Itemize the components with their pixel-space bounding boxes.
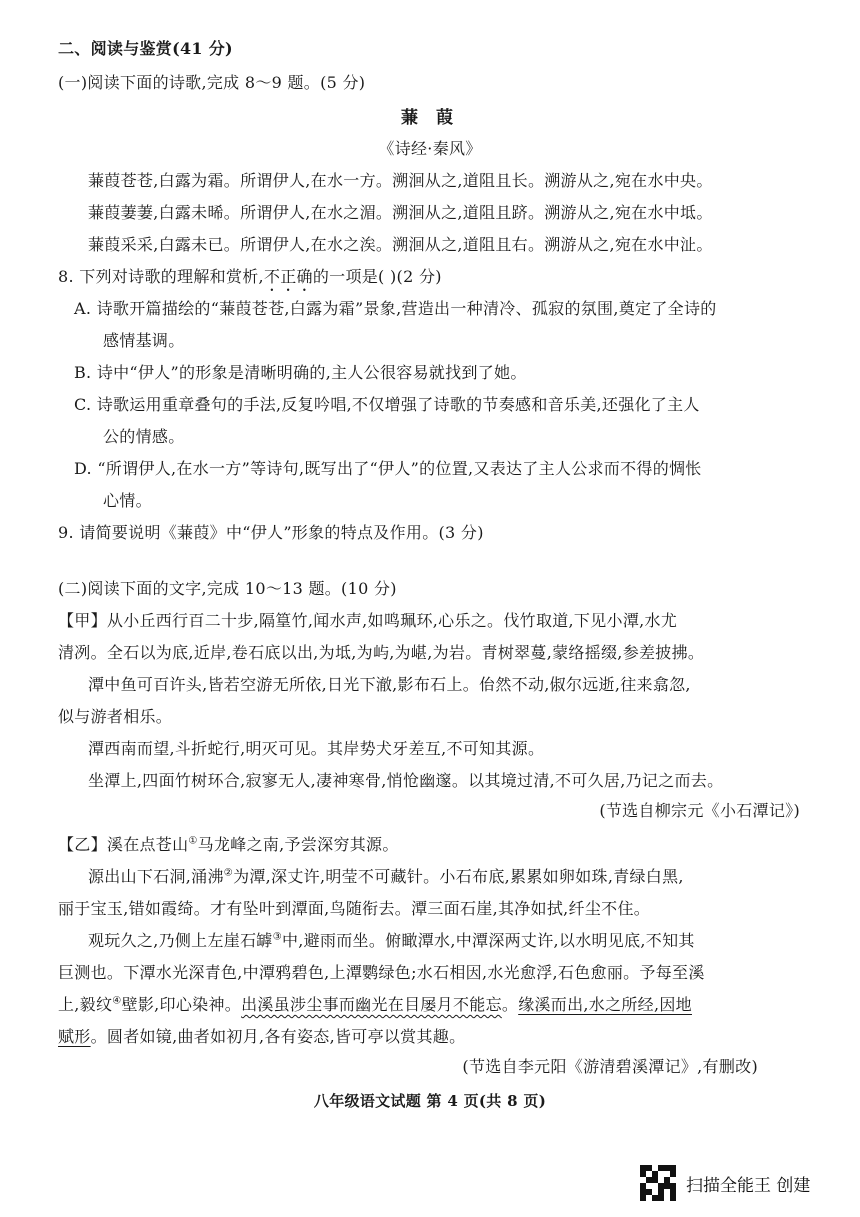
passage-yi-line-1-a: 【乙】溪在点苍山	[58, 835, 189, 854]
option-a-line-1: A. 诗歌开篇描绘的“蒹葭苍苍,白露为霜”景象,营造出一种清冷、孤寂的氛围,奠定了全诗的	[74, 299, 717, 318]
passage-jia-line-3: 潭中鱼可百许头,皆若空游无所依,日光下澈,影布石上。佁然不动,俶尔远逝,往来翕忽,	[88, 675, 691, 694]
poem-title: 蒹 葭	[401, 108, 459, 128]
section-heading: 二、阅读与鉴赏(41 分)	[58, 39, 233, 58]
passage-yi-line-6-a: 上,毅纹	[58, 995, 113, 1014]
passage-jia-line-6: 坐潭上,四面竹树环合,寂寥无人,凄神寒骨,悄怆幽邃。以其境过清,不可久居,乃记之而去。	[88, 771, 724, 790]
question-8	[58, 266, 442, 295]
option-b: B. 诗中“伊人”的形象是清晰明确的,主人公很容易就找到了她。	[74, 363, 527, 382]
question-8-suffix: 的一项是( )(2 分)	[312, 267, 442, 286]
passage-yi-line-7-b: 。圆者如镜,曲者如初月,各有姿态,皆可亭以赏其趣。	[90, 1027, 466, 1046]
poem-line-1: 蒹葭苍苍,白露为霜。所谓伊人,在水一方。溯洄从之,道阻且长。溯游从之,宛在水中央。	[88, 171, 713, 190]
passage-yi-line-2	[88, 866, 684, 888]
passage-yi-line-2-b: 为潭,深丈许,明莹不可藏针。小石布底,累累如卵如珠,青绿白黑,	[233, 867, 684, 886]
passage-yi-source: (节选自李元阳《游清碧溪潭记》,有删改)	[462, 1057, 758, 1076]
passage-jia-source: (节选自柳宗元《小石潭记》)	[599, 801, 800, 820]
option-c-line-2: 公的情感。	[103, 427, 185, 446]
footnote-marker-1: ①	[188, 835, 198, 847]
option-d-line-2: 心情。	[103, 491, 152, 510]
passage-yi-line-1	[58, 834, 399, 856]
question-9: 9. 请简要说明《蒹葭》中“伊人”形象的特点及作用。(3 分)	[58, 523, 484, 542]
footnote-marker-3: ③	[272, 931, 282, 943]
poem-line-3: 蒹葭采采,白露未已。所谓伊人,在水之涘。溯洄从之,道阻且右。溯游从之,宛在水中沚。	[88, 235, 713, 254]
passage-yi-line-3: 丽于宝玉,错如霞绮。才有坠叶到潭面,鸟随衔去。潭三面石崖,其净如拭,纤尘不住。	[58, 899, 651, 918]
footnote-marker-4: ④	[112, 995, 122, 1007]
passage-yi-line-5: 巨测也。下潭水光深青色,中潭鸦碧色,上潭鹦绿色;水石相因,水光愈浮,石色愈丽。予每至溪	[58, 963, 705, 982]
wavy-underlined-sentence: 出溪虽涉尘事而幽光在目屡月不能忘	[241, 995, 502, 1014]
passage-yi-line-4-b: 中,避雨而坐。俯瞰潭水,中潭深两丈许,以水明见底,不知其	[281, 931, 695, 950]
page-footer: 八年级语文试题 第 4 页(共 8 页)	[313, 1092, 547, 1110]
option-c-line-1: C. 诗歌运用重章叠句的手法,反复吟唱,不仅增强了诗歌的节奏感和音乐美,还强化了主人	[74, 395, 700, 414]
option-d-line-1: D. “所谓伊人,在水一方”等诗句,既写出了“伊人”的位置,又表达了主人公求而不得的惆怅	[74, 459, 702, 478]
passage-jia-line-1: 【甲】从小丘西行百二十步,隔篁竹,闻水声,如鸣珮环,心乐之。伐竹取道,下见小潭,水尤	[58, 611, 678, 630]
passage-yi-line-4	[88, 930, 695, 952]
passage-yi-line-7	[58, 1026, 465, 1048]
passage-yi-line-6	[58, 994, 692, 1016]
question-8-emphasis: 不正确	[263, 267, 313, 286]
underlined-sentence-part-1: 缘溪而出,水之所经,因地	[518, 995, 692, 1014]
watermark-text: 扫描全能王 创建	[686, 1175, 811, 1196]
passage-jia-line-5: 潭西南而望,斗折蛇行,明灭可见。其岸势犬牙差互,不可知其源。	[88, 739, 545, 758]
poem-source: 《诗经·秦风》	[378, 139, 482, 158]
part1-instruction: (一)阅读下面的诗歌,完成 8～9 题。(5 分)	[58, 73, 366, 92]
footnote-marker-2: ②	[223, 867, 234, 879]
passage-jia-line-2: 清冽。全石以为底,近岸,卷石底以出,为坻,为屿,为嵁,为岩。青树翠蔓,蒙络摇缀,参差披拂。	[58, 643, 705, 662]
question-8-prefix: 8. 下列对诗歌的理解和赏析,	[58, 267, 264, 286]
passage-jia-line-4: 似与游者相乐。	[58, 707, 173, 726]
passage-yi-line-1-b: 马龙峰之南,予尝深穷其源。	[197, 835, 399, 854]
passage-yi-line-6-c: 。	[501, 995, 519, 1014]
passage-yi-line-2-a: 源出山下石洞,涌沸	[88, 867, 224, 886]
qr-code-icon	[640, 1165, 676, 1201]
poem-line-2: 蒹葭萋萋,白露未晞。所谓伊人,在水之湄。溯洄从之,道阻且跻。溯游从之,宛在水中坻。	[88, 203, 713, 222]
passage-yi-line-4-a: 观玩久之,乃侧上左崖石罅	[88, 931, 273, 950]
passage-yi-line-6-b: 壁影,印心染神。	[121, 995, 242, 1014]
underlined-sentence-part-2: 赋形	[58, 1027, 91, 1046]
option-a-line-2: 感情基调。	[103, 331, 185, 350]
scanner-watermark	[640, 1163, 840, 1203]
part2-instruction: (二)阅读下面的文字,完成 10～13 题。(10 分)	[58, 579, 397, 598]
